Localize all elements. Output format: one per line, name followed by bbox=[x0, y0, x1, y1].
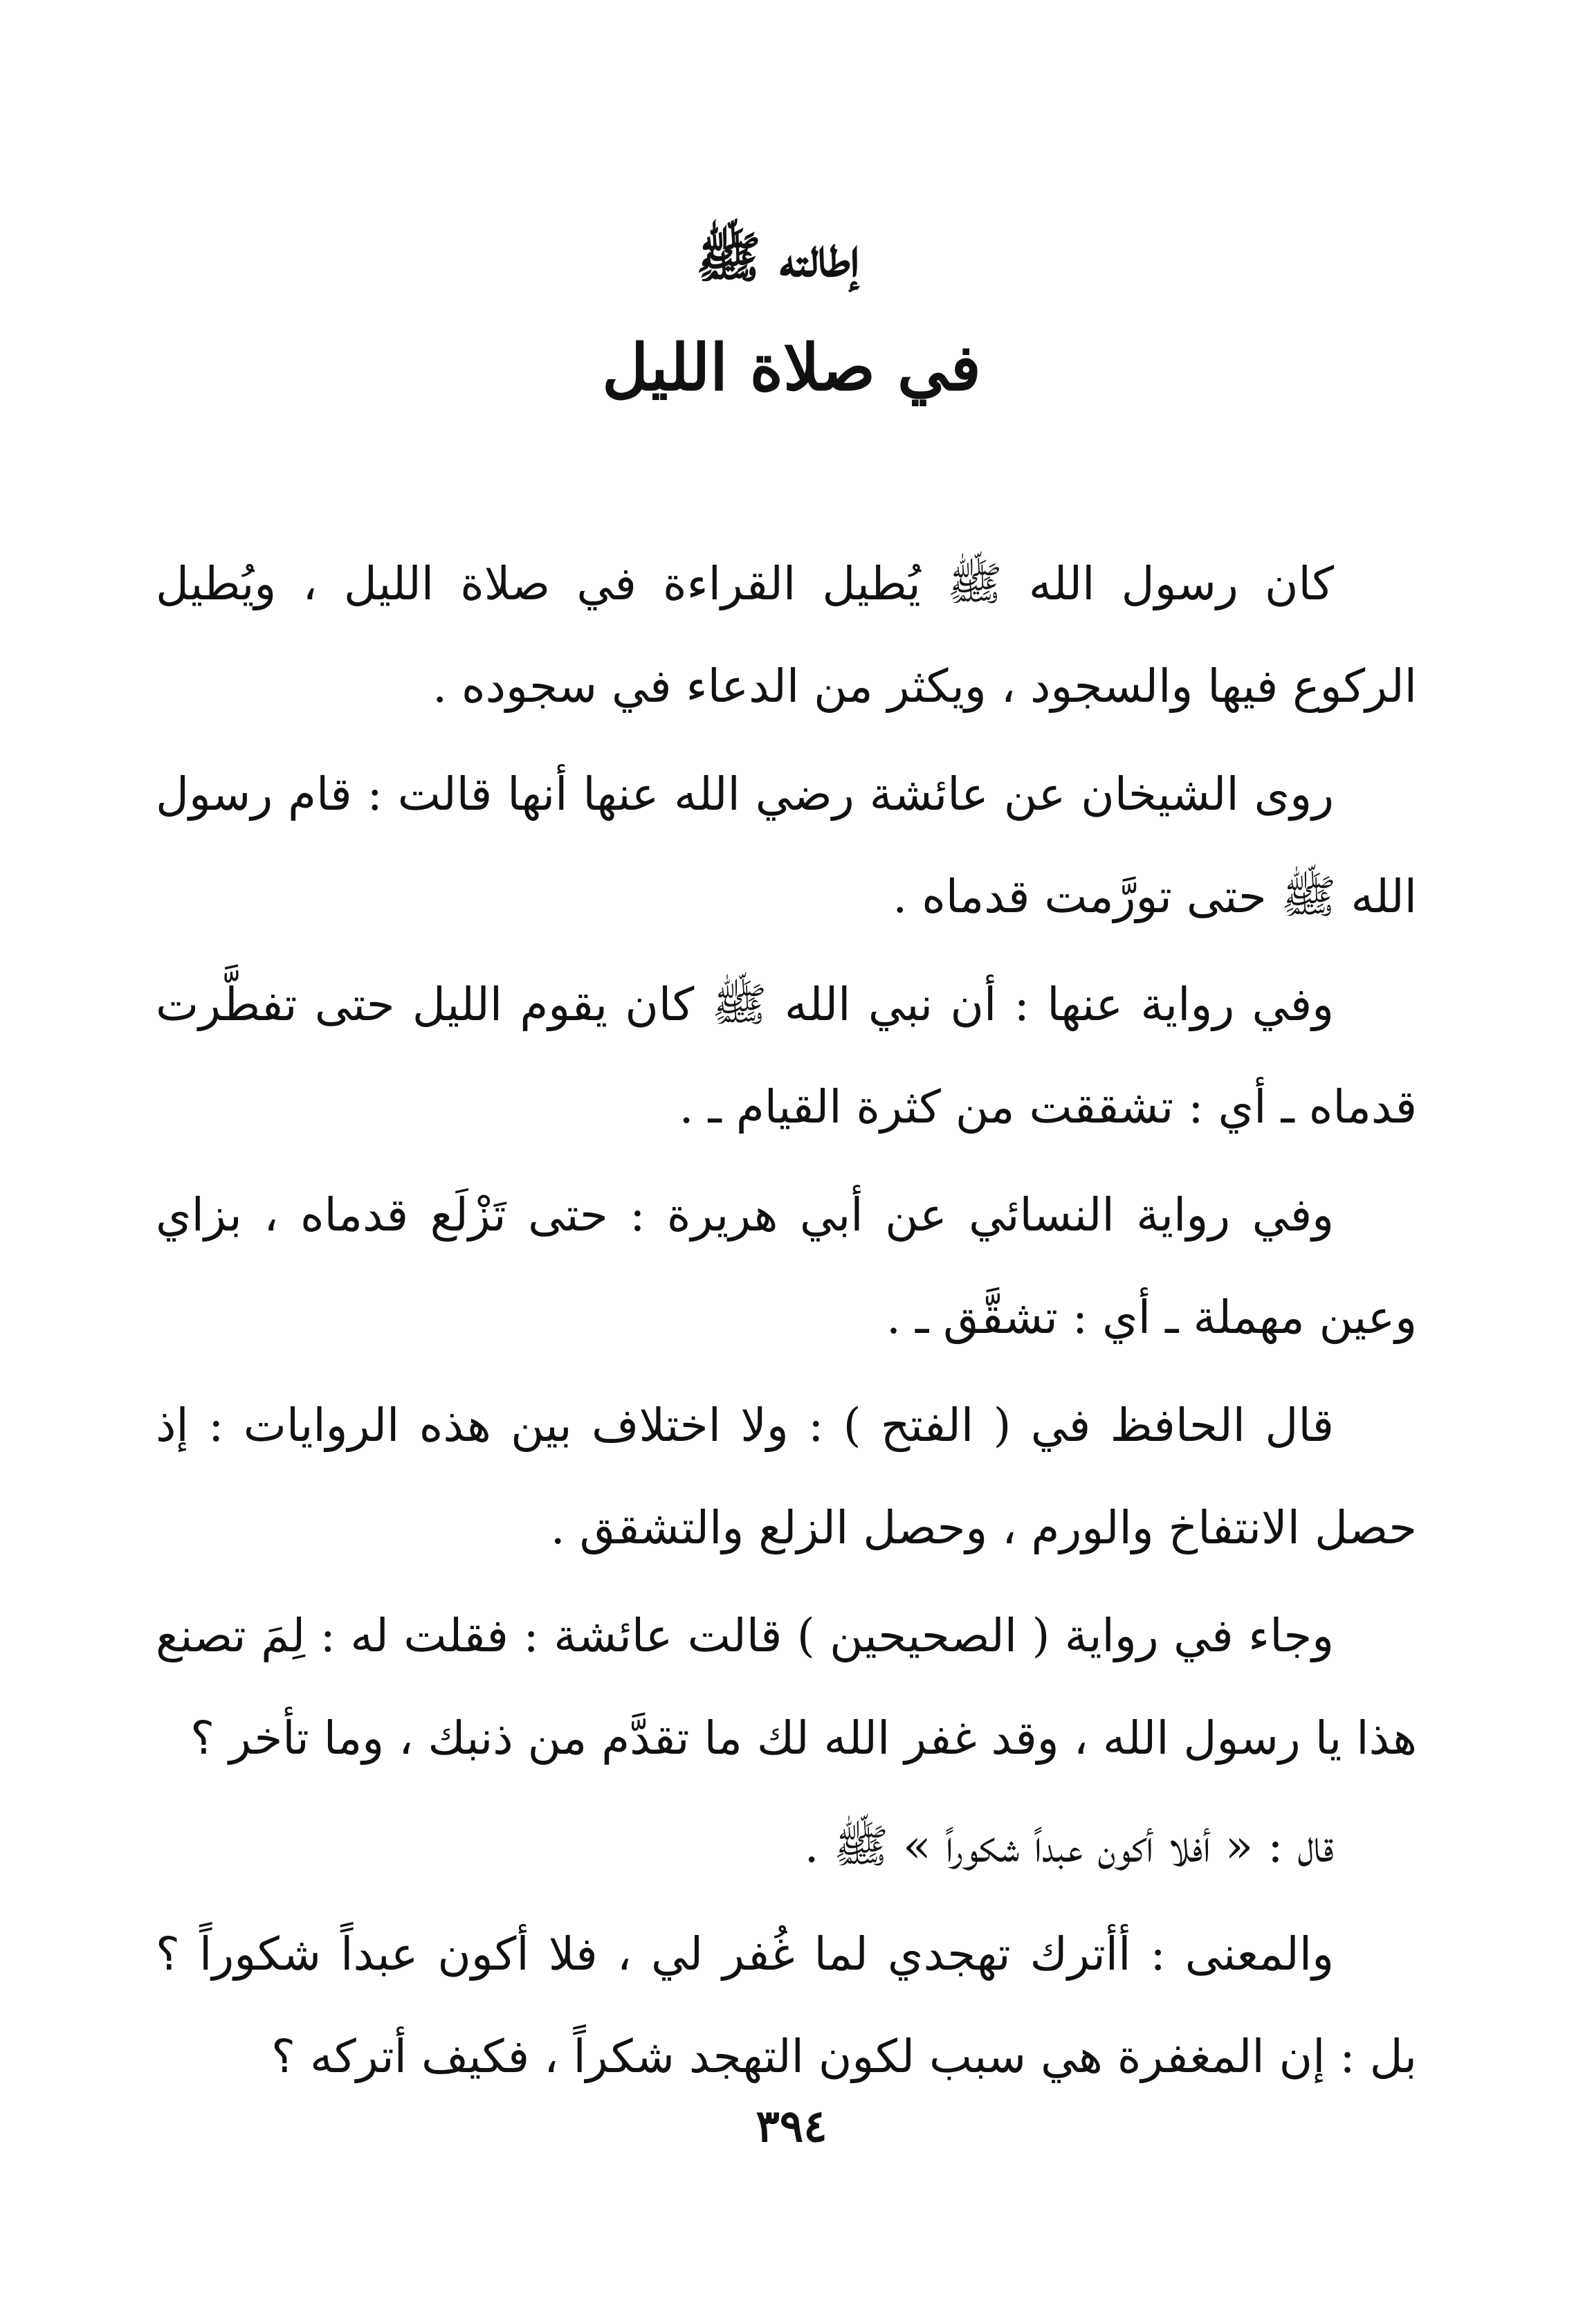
chapter-header bbox=[0, 228, 1583, 403]
chapter-title-line-2: في صلاة الليل bbox=[602, 329, 981, 405]
paragraph-4: وفي رواية النسائي عن أبي هريرة : حتى تَزْلَع قدماه ، بزاي وعين مهملة ـ أي : تشقَّق ـ . bbox=[156, 1188, 1417, 1344]
body-text bbox=[156, 533, 1417, 2114]
paragraph-8: والمعنى : أأترك تهجدي لما غُفر لي ، فلا أكون عبداً شكوراً ؟ بل : إن المغفرة هي سبب لكون التهجد شكراً ، فكيف أتركه ؟ bbox=[156, 1927, 1417, 2083]
paragraph-7: قال : « أفلا أكون عبداً شكوراً » ﷺ . bbox=[804, 1819, 1334, 1873]
paragraph-2: روى الشيخان عن عائشة رضي الله عنها أنها قالت : قام رسول الله ﷺ حتى تورَّمت قدماه . bbox=[156, 768, 1417, 923]
paragraph-5: قال الحافظ في ( الفتح ) : ولا اختلاف بين هذه الروايات : إذ حصل الانتفاخ والورم ، وحصل الزلع والتشقق . bbox=[156, 1399, 1417, 1554]
paragraph-3: وفي رواية عنها : أن نبي الله ﷺ كان يقوم الليل حتى تفطَّرت قدماه ـ أي : تشققت من كثرة القيام ـ . bbox=[156, 978, 1417, 1134]
page-number: ٣٩٤ bbox=[756, 2100, 827, 2152]
paragraph-1: كان رسول الله ﷺ يُطيل القراءة في صلاة الليل ، ويُطيل الركوع فيها والسجود ، ويكثر من الدعاء في سجوده . bbox=[156, 557, 1417, 713]
chapter-title-line-1: إطالته ﷺ bbox=[695, 226, 860, 289]
paragraph-6: وجاء في رواية ( الصحيحين ) قالت عائشة : فقلت له : لِمَ تصنع هذا يا رسول الله ، وقد غفر الله لك ما تقدَّم من ذنبك ، وما تأخر ؟ bbox=[156, 1609, 1417, 1765]
